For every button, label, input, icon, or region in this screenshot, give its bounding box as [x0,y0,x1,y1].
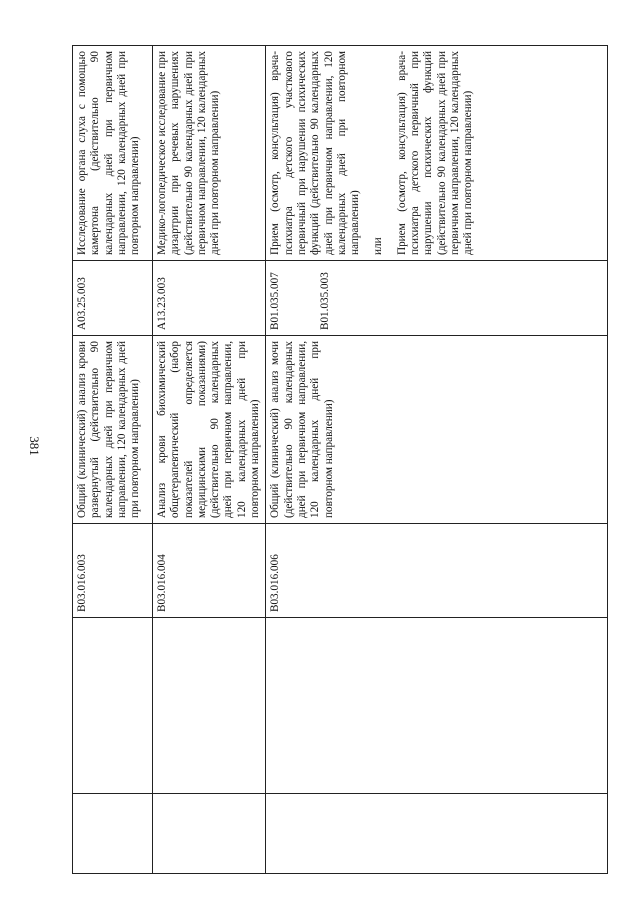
empty-cell [73,618,153,794]
or-label: или [372,237,385,255]
table-row [153,46,266,874]
service-description-group [266,46,608,261]
service-code-alternative: B01.035.003 [318,272,331,330]
page-number: 381 [27,436,42,456]
service-description: Прием (осмотр, консультация) врача-психиатра детского участкового первичный при нарушении психических функций (действительно 90 календарных дней при первичном направлении, 120 календарных дней при повторном направлении) [269,51,362,255]
table-row [266,46,608,874]
service-description-alternative: Прием (осмотр, консультация) врача-психиатра детского первичный при нарушении психических функций (действительно 90 календарных дней при первичном направлении, 120 календарных дней при повторном направлении) [395,51,475,255]
service-description: Общий (клинический) анализ мочи (действительно 90 календарных дней при первичном направлении, 120 календарных дней при повторном направлении) [266,336,608,524]
service-code: B03.016.006 [266,524,608,618]
empty-cell [153,794,266,874]
empty-cell [266,618,608,794]
procedures-table [72,45,608,874]
service-description: Исследование органа слуха с помощью камертона (действительно 90 календарных дней при первичном направлении, 120 календарных дней при повторном направлении) [73,46,153,261]
service-code: B01.035.007 [269,272,282,330]
service-code: A13.23.003 [153,261,266,336]
table-row [73,46,153,874]
rotated-table-container [72,46,608,874]
service-code: A03.25.003 [73,261,153,336]
service-code: B03.016.003 [73,524,153,618]
service-description: Медико-логопедическое исследование при дизартрии при речевых нарушениях (действительно 90 календарных дней при первичном направлении, 120 календарных дней при повторном направлении) [153,46,266,261]
service-code: B03.016.004 [153,524,266,618]
empty-cell [266,794,608,874]
service-description: Анализ крови биохимический общетерапевтический (набор показателей определяется медицинскими показаниями) (действительно 90 календарных дней при первичном направлении, 120 календарных дней при повторном направлении) [153,336,266,524]
service-description: Общий (клинический) анализ крови развернутый (действительно 90 календарных дней при первичном направлении, 120 календарных дней при повторном направлении) [73,336,153,524]
empty-cell [153,618,266,794]
empty-cell [73,794,153,874]
service-code-group [266,261,608,336]
